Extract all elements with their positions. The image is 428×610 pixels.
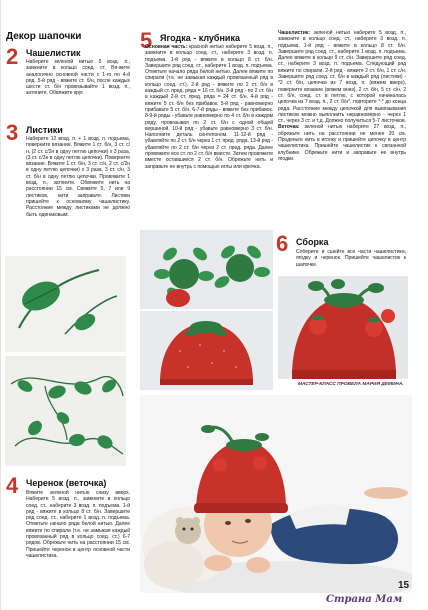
- step-number-2: 2: [6, 44, 19, 69]
- section-title-strawberry: Ягодка - клубника: [160, 33, 240, 43]
- section-title-assembly: Сборка: [296, 237, 329, 247]
- page-number: 15: [398, 580, 410, 591]
- step-number-5: 5: [140, 28, 153, 53]
- section-text-assembly: Соберите и сшейте все части чашелистика, ягодку и черенок. Пришейте чашелистик к шапочке.: [296, 249, 406, 268]
- leaf-photo: [5, 256, 126, 352]
- step-number-4: 4: [6, 473, 19, 498]
- section-title-stem: Черенок (веточка): [26, 478, 107, 488]
- branch-lead: Веточка:: [278, 124, 300, 131]
- sepal-text: зеленой нитью наберите 5 возд. п., замкните в кольцо соед. ст., наберите 3 возд. п. подъема. 1-й ряд - вяжите в кольцо 8 ст. б/н. Завершите ряд соед. ст., наберите 1 возд. п. подъема. Далее вяжите в кольцо 9 ст. с/н. Завершите ряд соед. ст., наберите 3 возд. п. подъема. Следующий ряд вяжите по спирали. 2-й ряд - вяжите 2 ст. б/н, 1 ст. с/н. Завершите ряд соед. ст. б/н в каждый ряд (листики) - *2 ст. б/н, цепочка из 7 возд. п. (вяжем вверх), поверните вязание (вяжем вниз), 2 ст. б/н, 5 ст. с/н, 2 ст. б/н, соед. ст. в петлю, с которой начиналась цепочка из 7 возд. п., 2 ст. б/н*, повторите *-* до конца ряда. Расстояние между цепочкой для вывязывания листиков можно выполнить неравномерно - через 1 ст., через 3 ст. и т.д. Должно получиться 5-7 листочков.: [278, 30, 406, 125]
- section-text-strawberry: [145, 44, 273, 229]
- step-number-3: 3: [6, 120, 19, 145]
- baby-photo: [140, 395, 412, 593]
- section-title-leaves: Листики: [26, 125, 63, 135]
- section-text-stem: Вяжите зеленой нитью снизу вверх. Наберите 5 возд. п., замкните в кольцо соед. ст., наберите 3 возд. п. подъема. 1-й ряд - вяжите в кольцо 8 ст. б/н. Завершите ряд соед. ст., наберите 1 возд. п. подъема. Отметьте начало ряда белой нитью. Далее вяжите по спирали (т.е. не замыкая каждый провязанный ряд в кольцо соед. ст.) 6-7 рядов. Обрежьте нить на расстоянии 15 см. Пришейте черенок в центр основной части чашелистика.: [26, 490, 130, 559]
- section-title-sepal: Чашелистик: [26, 48, 81, 58]
- step-number-6: 6: [276, 231, 289, 256]
- page-header: Декор шапочки: [6, 31, 82, 42]
- watermark-logo: Страна Мам: [326, 594, 403, 605]
- section-text-leaves: Наберите 12 возд. п. + 1 возд. п. подъема, поверните вязание. Вяжите 1 ст. б/н, 3 ст. с/н, (2 ст. с/2н в одну петлю цепочки) х 3 раза, (3 ст. с/3н в одну петлю цепочки). Поверните вязание. Вяжите 1 ст. б/н, 3 ст. с/н, 2 ст. с/2н в одну петлю цепочки) х 3 раза, 3 ст. с/н, 3 ст. б/н в одну петлю цепочки. Провяжите 1 возд. п., затяните. Обвяжите нить на расстоянии 15 см. Свяжите 5, 7 или 9 листиков, нити заправьте. Листики пришейте к основному чашелистику. Расстояние между листиками не должно быть одинаковым.: [26, 136, 130, 218]
- sepal-branch-instructions: [278, 30, 406, 247]
- section-text-sepal: Наберите зеленой нитью 5 возд. п., замкните в кольцо соед. ст. Вя-жите аналогично основной части с 1-го по 4-й ряд. 5-й ряд - вяжите ст. б/н, после каждых шести ст. б/н провязывайте 1 возд. п., затяните. Обвяжите круг.: [26, 59, 130, 97]
- sepal-lead: Чашелистик:: [278, 30, 311, 36]
- sepals-photo: [140, 230, 273, 309]
- strawberry-lead: Основная часть:: [145, 44, 188, 50]
- strawberry-body: красной нитью наберите 5 возд. п., замкните в кольцо соед. ст., наберите 3 возд. п. подъема. 1-й ряд - вяжите в кольцо 8 ст. б/н. Завершите ряд соед. ст., наберите 1 возд. п. подъема. Отметьте начало ряда белой нитью. Далее вяжите по спирали (т.е. не замыкая каждый провязанный ряд в кольцо соед. ст.). 2-й ряд - вяжите по 2 ст. б/н в каждый ст. пред. ряда = 16 ст. б/н. 3-й ряд - по 2 ст. б/н в каждый 2-й ст. пред. ряда = 24 ст. б/н. 4-й ряд - вяжите 5 ст. б/н без прибавок. 5-й ряд - равномерно прибавьте 5 ст. б/н. 6-7-й ряды - вяжите без прибавок. 8-9-й ряды - убавьте равномерно по 4 ст. б/н в каждом ряду, провязывая по 2 ст. б/н с одной общей вершиной. 10-й ряд - убавьте равномерно 3 ст. б/н. Наполните деталь синтепоном. 11-12-й ряд - убавляйте по 2 ст. б/н через 1 ст. пред. ряда. 13-й ряд - убавляйте по 2 ст. б/н через 2 ст. пред. ряда. Далее провяжите все ст. по 2 ст. б/н вместе. Затем провяжите вместе оставшиеся 2 ст. б/н. Обрежьте нить и заправьте ее внутрь с помощью иглы или крючка.: [145, 44, 273, 170]
- credit-line: МАСТЕР-КЛАСС ПРОВЕЛА МАРИЯ ДЕМИНА.: [298, 382, 404, 387]
- finished-hat-photo: [278, 276, 408, 379]
- branch-text: зеленой нитью наберите 27 возд. п., обрежьте нить на расстоянии не менее 20 см. Проденьте нить в иголку и пришейте цепочку в центр чашелистика. Пришейте чашелистик к связанной клубнике. Обрежьте нити и заправьте ее внутрь ягодки.: [278, 124, 406, 162]
- red-hat-photo: [140, 311, 273, 390]
- leaves-chain-photo: [5, 356, 126, 466]
